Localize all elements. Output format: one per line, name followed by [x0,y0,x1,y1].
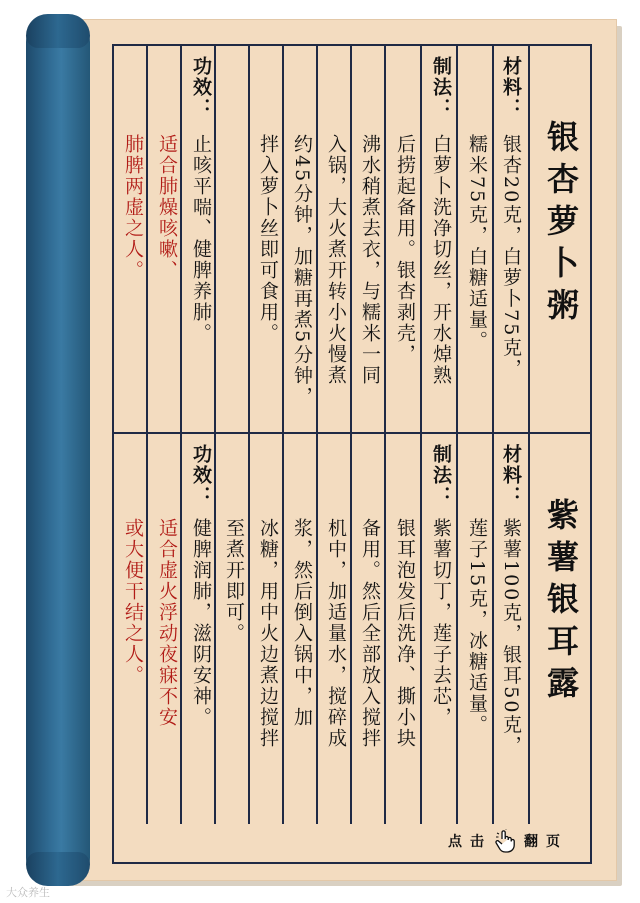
recipe2-title: 紫薯银耳露 [542,498,580,708]
watermark: 大众养生 [6,886,50,899]
recipe2-effect-line1: 健脾润肺，滋阴安神。 [190,518,212,728]
recipe1-method-line2: 后捞起备用。银杏剥壳， [394,134,416,365]
recipe2-method-line5: 浆，然后倒入锅中，加 [291,518,313,728]
spine-cap-bottom [26,852,90,886]
recipe1-effect-line1: 止咳平喘、健脾养肺。 [190,134,212,344]
recipe2-method-line2: 银耳泡发后洗净、撕小块 [394,518,416,749]
recipe1-method-label: 制法： [430,56,452,119]
recipe2-materials-line2: 莲子15克，冰糖适量。 [466,518,488,736]
recipe1-method-line3: 沸水稍煮去衣，与糯米一同 [359,134,381,386]
hand-pointer-icon [494,829,516,853]
column-rule [528,44,530,824]
recipe2-materials-label: 材料： [500,444,522,507]
recipe1-suitable-line1: 适合肺燥咳嗽、 [156,134,178,281]
turn-page-button[interactable] [448,828,588,854]
footer-text-2: 击 [470,834,484,850]
recipe1-method-line1: 白萝卜洗净切丝，开水焯熟 [430,134,452,386]
recipe2-materials-line1: 紫薯100克，银耳50克， [500,518,522,757]
recipe1-method-line4: 入锅，大火煮开转小火慢煮 [325,134,347,386]
recipe2-method-line1: 紫薯切丁，莲子去芯， [430,518,452,728]
book-spine [26,14,90,886]
recipe2-method-line3: 备用。然后全部放入搅拌 [359,518,381,749]
recipe1-effect-label: 功效： [190,56,212,119]
footer-text-4: 页 [546,834,560,850]
recipe1-method-line5: 约45分钟，加糖再煮5分钟， [291,134,313,408]
recipe2-suitable-line1: 适合虚火浮动夜寐不安 [156,518,178,728]
recipe2-method-line6: 冰糖，用中火边煮边搅拌 [257,518,279,749]
section-divider [112,432,592,434]
recipe2-method-line7: 至煮开即可。 [223,518,245,644]
recipe2-suitable-line2: 或大便干结之人。 [122,518,144,686]
recipe1-materials-label: 材料： [500,56,522,119]
recipe1-suitable-line2: 肺脾两虚之人。 [122,134,144,281]
recipe2-effect-label: 功效： [190,444,212,507]
spine-cap-top [26,14,90,48]
recipe1-title: 银杏萝卜粥 [542,120,580,330]
recipe2-method-line4: 机中，加适量水，搅碎成 [325,518,347,749]
recipe1-method-line6: 拌入萝卜丝即可食用。 [257,134,279,344]
recipe1-materials-line2: 糯米75克，白糖适量。 [466,134,488,352]
footer-text-3: 翻 [524,834,538,850]
recipe1-materials-line1: 银杏20克，白萝卜75克， [500,134,522,380]
column-rule [248,44,250,824]
footer-text-1: 点 [448,834,462,850]
recipe2-method-label: 制法： [430,444,452,507]
